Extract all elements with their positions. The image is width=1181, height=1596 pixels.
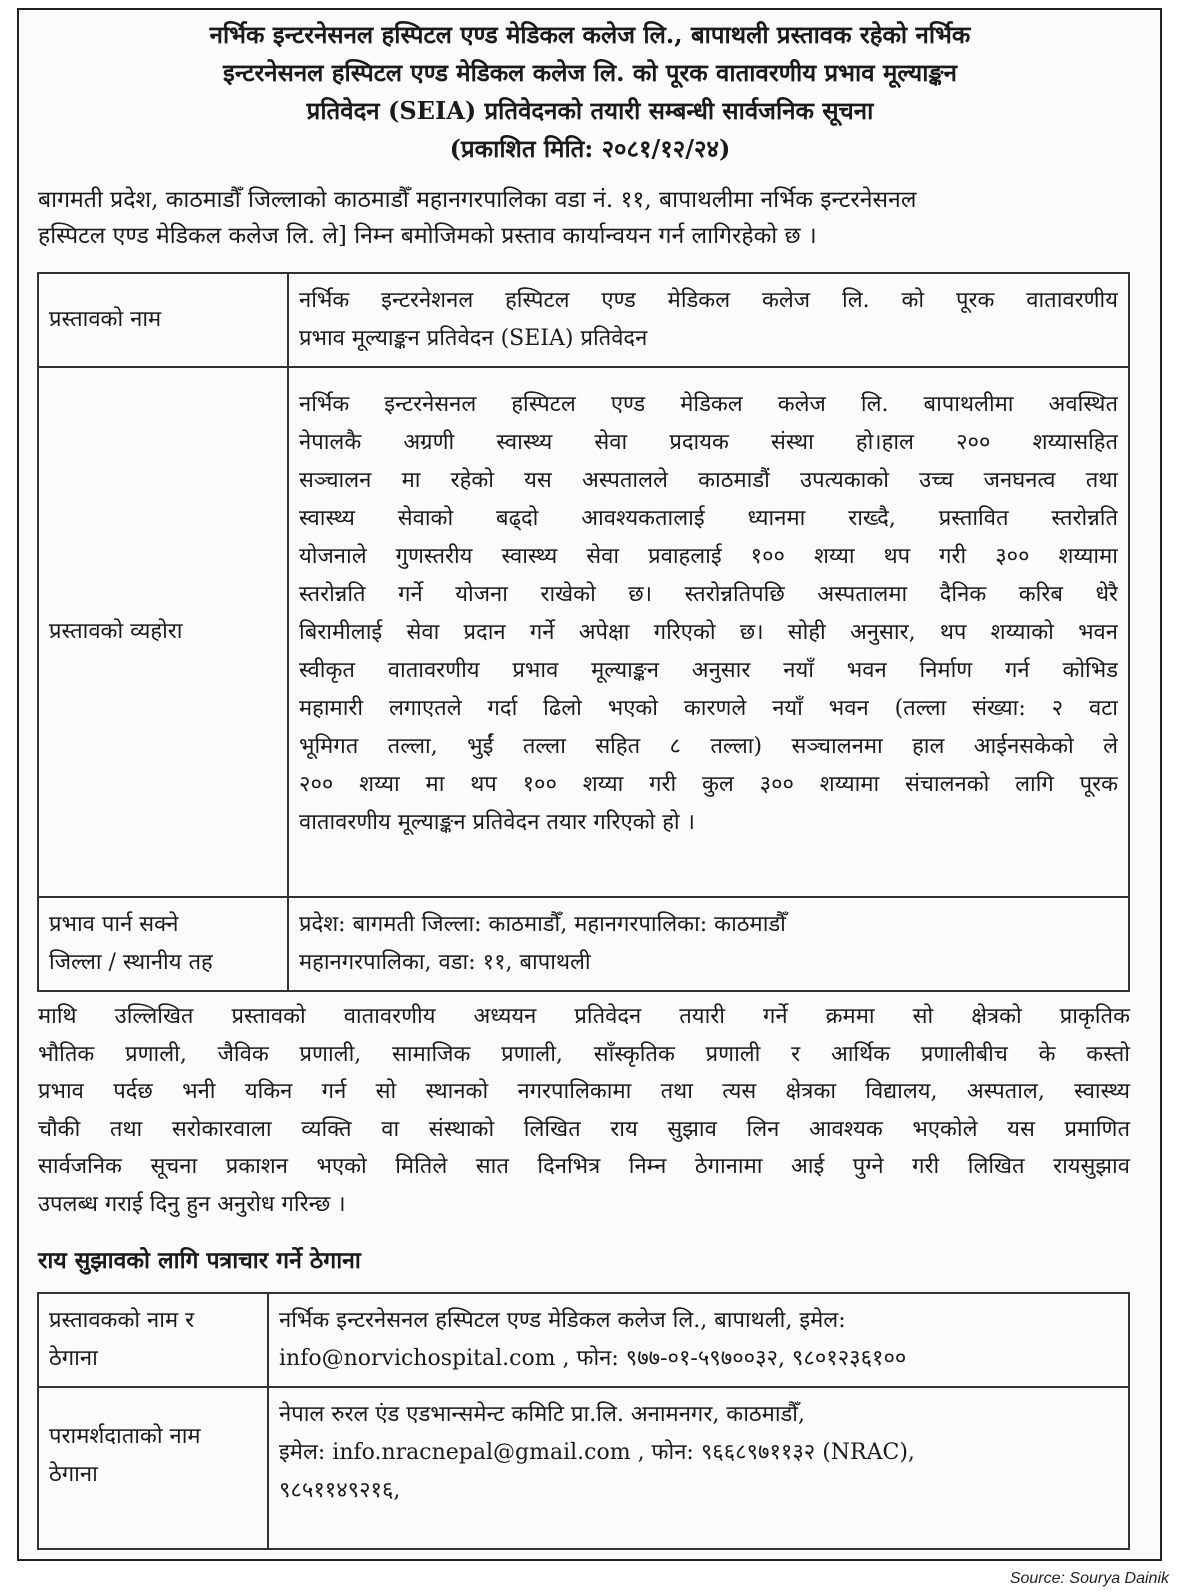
label-line: प्रस्तावकको नाम र <box>49 1308 195 1333</box>
paragraph-line: माथि उल्लिखित प्रस्तावको वातावरणीय अध्ययन प्रतिवेदन तयारी गर्ने क्रममा सो क्षेत्रको प्राकृतिक <box>38 1004 1130 1029</box>
table-row <box>38 1387 1129 1549</box>
contact-heading: राय सुझावको लागि पत्राचार गर्ने ठेगाना <box>38 1247 361 1274</box>
label-line: परामर्शदाताको नाम <box>49 1424 201 1449</box>
proposal-table <box>37 272 1130 992</box>
intro-line: हस्पिटल एण्ड मेडिकल कलेज लि. ले] निम्न बमोजिमको प्रस्ताव कार्यान्वयन गर्न लागिरहेको छ । <box>38 223 817 249</box>
value-line: प्रदेश: बागमती जिल्ला: काठमाडौँ, महानगरपालिका: काठमाडौँ <box>299 912 786 937</box>
value-line: योजनाले गुणस्तरीय स्वास्थ्य सेवा प्रवाहलाई १०० शय्या थप गरी ३०० शय्यामा <box>299 544 1118 569</box>
publication-date: (प्रकाशित मिति: २०८१/१२/२४) <box>449 134 731 163</box>
affected-area-value <box>288 897 1129 991</box>
title-line: प्रतिवेदन (SEIA) प्रतिवेदनको तयारी सम्बन्धी सार्वजनिक सूचना <box>306 96 874 125</box>
value-line: स्तरोन्नति गर्ने योजना राखेको छ। स्तरोन्नतिपछि अस्पतालमा दैनिक करिब धेरै <box>299 582 1118 607</box>
value-line: नर्भिक इन्टरनेसनल हस्पिटल एण्ड मेडिकल कलेज लि. बापाथलीमा अवस्थित <box>299 392 1118 417</box>
value-line: इमेल: info.nracnepal@gmail.com , फोन: ९६६८९७११३२ (NRAC), <box>279 1440 915 1465</box>
value-line: प्रभाव मूल्याङ्कन प्रतिवेदन (SEIA) प्रतिवेदन <box>299 326 648 351</box>
proposer-value <box>268 1293 1129 1387</box>
paragraph-line: चौकी तथा सरोकारवाला व्यक्ति वा संस्थाको लिखित राय सुझाव लिन आवश्यक भएकोले यस प्रमाणित <box>38 1116 1130 1142</box>
table-row <box>38 1293 1129 1387</box>
value-line: नर्भिक इन्टरनेसनल हस्पिटल एण्ड मेडिकल कलेज लि., बापाथली, इमेल: <box>279 1308 846 1333</box>
contact-table <box>37 1292 1130 1550</box>
source-credit: Source: Sourya Dainik <box>1009 1570 1169 1587</box>
paragraph-line: उपलब्ध गराई दिनु हुन अनुरोध गरिन्छ । <box>38 1191 346 1217</box>
consultant-value <box>268 1387 1129 1549</box>
label-line: प्रस्तावको नाम <box>49 307 162 332</box>
value-line: सञ्चालन मा रहेको यस अस्पतालले काठमाडौं उपत्यकाको उच्च जनघनत्व तथा <box>299 468 1118 493</box>
value-line: स्वास्थ्य सेवाको बढ्दो आवश्यकतालाई ध्यानमा राख्दै, प्रस्तावित स्तरोन्नति <box>299 506 1118 531</box>
table-row <box>38 897 1129 991</box>
proposal-description-value <box>288 367 1129 897</box>
value-line: नेपाल रुरल एंड एडभान्समेन्ट कमिटि प्रा.लि. अनामनगर, काठमाडौँ, <box>279 1402 805 1427</box>
value-line: नेपालकै अग्रणी स्वास्थ्य सेवा प्रदायक संस्था हो।हाल २०० शय्यासहित <box>299 430 1118 455</box>
value-line: ९८५११४९२१६, <box>279 1478 401 1503</box>
title-line: इन्टरनेसनल हस्पिटल एण्ड मेडिकल कलेज लि. को पूरक वातावरणीय प्रभाव मूल्याङ्कन <box>223 58 957 87</box>
title-line: नर्भिक इन्टरनेसनल हस्पिटल एण्ड मेडिकल कलेज लि., बापाथली प्रस्तावक रहेको नर्भिक <box>209 20 971 49</box>
paragraph-line: सार्वजनिक सूचना प्रकाशन भएको मितिले सात दिनभित्र निम्न ठेगानामा आई पुग्ने गरी लिखित रायसुझाव <box>38 1154 1130 1179</box>
value-line: बिरामीलाई सेवा प्रदान गर्ने अपेक्षा गरिएको छ। सोही अनुसार, थप शय्याको भवन <box>299 620 1118 645</box>
notice-title <box>30 16 1150 168</box>
intro-line: बागमती प्रदेश, काठमाडौँ जिल्लाको काठमाडौँ महानगरपालिका वडा नं. ११, बापाथलीमा नर्भिक इन्टरनेसनल <box>38 187 917 213</box>
consultant-label <box>38 1387 268 1549</box>
label-line: प्रस्तावको व्यहोरा <box>49 619 183 644</box>
table-row <box>38 367 1129 897</box>
value-line: नर्भिक इन्टरनेशनल हस्पिटल एण्ड मेडिकल कलेज लि. को पूरक वातावरणीय <box>299 288 1118 313</box>
value-line: महानगरपालिका, वडा: ११, बापाथली <box>299 950 591 975</box>
label-line: ठेगाना <box>49 1346 98 1371</box>
value-line: वातावरणीय मूल्याङ्कन प्रतिवेदन तयार गरिएको हो । <box>299 810 695 835</box>
value-line: महामारी लगाएतले गर्दा ढिलो भएको कारणले नयाँ भवन (तल्ला संख्या: २ वटा <box>299 696 1118 721</box>
table-row <box>38 273 1129 367</box>
proposal-name-value <box>288 273 1129 367</box>
proposal-name-label <box>38 273 288 367</box>
paragraph-line: प्रभाव पर्दछ भनी यकिन गर्न सो स्थानको नगरपालिकामा तथा त्यस क्षेत्रका विद्यालय, अस्पताल, स्वास्थ्य <box>38 1079 1130 1104</box>
value-line: स्वीकृत वातावरणीय प्रभाव मूल्याङ्कन अनुसार नयाँ भवन निर्माण गर्न कोभिड <box>299 658 1118 683</box>
request-paragraph <box>38 998 1130 1223</box>
label-line: ठेगाना <box>49 1462 98 1487</box>
paragraph-line: भौतिक प्रणाली, जैविक प्रणाली, सामाजिक प्रणाली, साँस्कृतिक प्रणाली र आर्थिक प्रणालीबीच के कस्तो <box>38 1041 1130 1067</box>
affected-area-label <box>38 897 288 991</box>
intro-paragraph <box>38 182 1130 254</box>
value-line: भूमिगत तल्ला, भुईं तल्ला सहित ८ तल्ला) सञ्चालनमा हाल आईनसकेको ले <box>299 734 1118 759</box>
proposal-description-label <box>38 367 288 897</box>
proposer-label <box>38 1293 268 1387</box>
value-line: info@norvichospital.com , फोन: ९७७-०१-५९७००३२, ९८०१२३६१०० <box>279 1346 907 1371</box>
label-line: जिल्ला / स्थानीय तह <box>49 950 213 975</box>
label-line: प्रभाव पार्न सक्ने <box>49 912 179 937</box>
value-line: २०० शय्या मा थप १०० शय्या गरी कुल ३०० शय्यामा संचालनको लागि पूरक <box>299 772 1118 797</box>
